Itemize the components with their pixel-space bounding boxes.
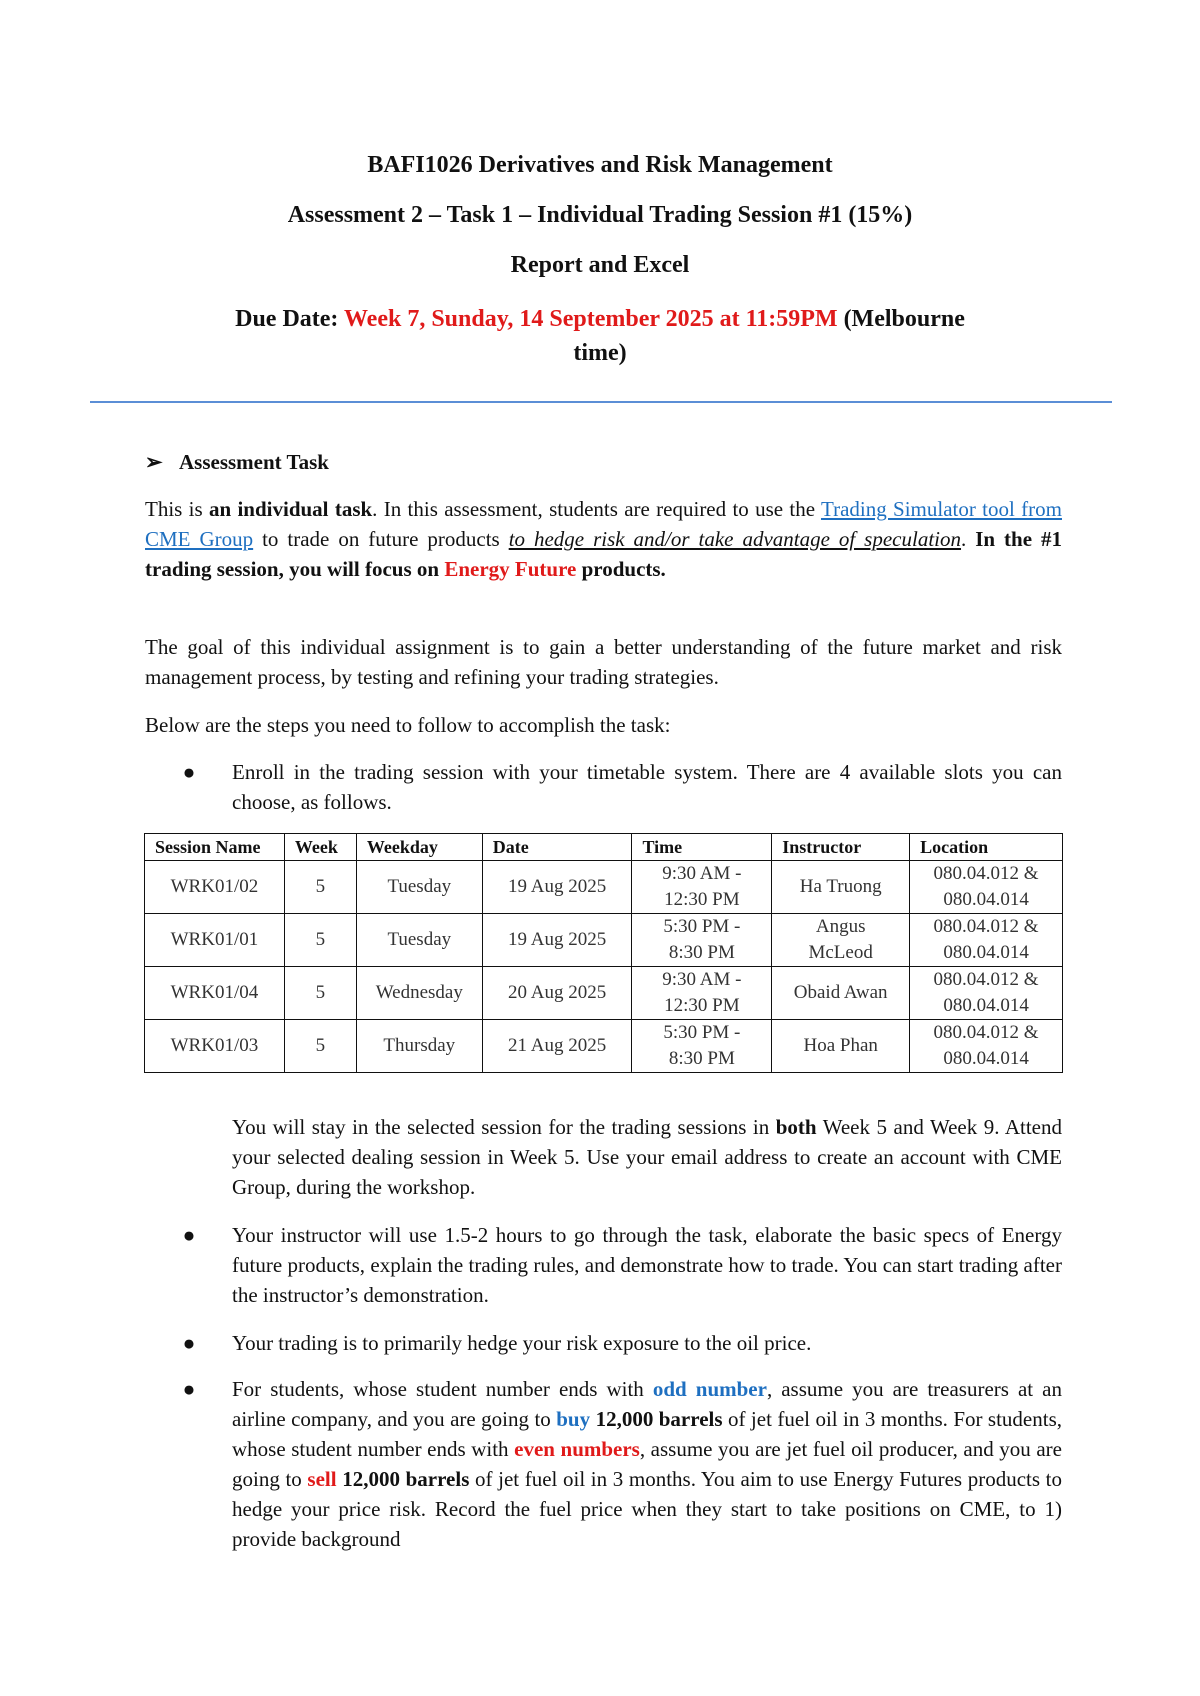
time-end: 8:30 PM (668, 1048, 735, 1069)
followup-text-1: You will stay in the selected session for the trading sessions in (232, 1115, 776, 1139)
due-date-time-zone: time) (573, 340, 627, 366)
table-row (145, 1020, 1063, 1073)
intro-hedge-phrase: to hedge risk and/or take advantage of speculation (508, 527, 962, 551)
cell-weekday: Tuesday (356, 861, 482, 914)
intro-text-6: . (961, 527, 976, 551)
bullet-dot-icon: ● (182, 1377, 196, 1401)
bullet-dot-icon: ● (182, 760, 196, 784)
cell-session: WRK01/03 (145, 1020, 285, 1073)
header-week: Week (284, 834, 356, 861)
time-end: 12:30 PM (664, 889, 740, 910)
cell-time (632, 1020, 772, 1073)
cme-simulator-link[interactable]: Trading Simulator tool from CME Group (145, 497, 1062, 551)
intro-text-1: This is (145, 497, 209, 521)
cell-location (910, 914, 1063, 967)
cell-week: 5 (284, 967, 356, 1020)
cell-week: 5 (284, 1020, 356, 1073)
role-even-numbers: even numbers (514, 1437, 640, 1461)
due-date-label: Due Date: (235, 306, 344, 332)
table-row (145, 967, 1063, 1020)
role-text-1: For students, whose student number ends with (232, 1377, 653, 1401)
intro-paragraph (145, 494, 1062, 584)
intro-products: products. (576, 557, 666, 581)
cell-instructor: Hoa Phan (772, 1020, 910, 1073)
role-text-3: , assume you are treasurers at an airline company, and you are going to (232, 1377, 1062, 1431)
time-start: 9:30 AM - (662, 863, 742, 884)
bullet-student-role (145, 1374, 1062, 1554)
location-2: 080.04.014 (943, 995, 1029, 1016)
role-text-9: , assume you are jet fuel oil producer, and you are going to (232, 1437, 1062, 1491)
time-start: 5:30 PM - (663, 916, 741, 937)
location-1: 080.04.012 & (933, 969, 1039, 990)
header-weekday: Weekday (356, 834, 482, 861)
cell-session: WRK01/04 (145, 967, 285, 1020)
location-2: 080.04.014 (943, 942, 1029, 963)
session-followup-paragraph (232, 1112, 1062, 1202)
location-2: 080.04.014 (943, 1048, 1029, 1069)
arrow-bullet-icon: ➢ (145, 450, 163, 474)
bullet-student-role-text (232, 1374, 1062, 1554)
cell-week: 5 (284, 914, 356, 967)
due-date-suffix: (Melbourne (837, 306, 965, 332)
goal-paragraph: The goal of this individual assignment is to gain a better understanding of the future market and risk management process, by testing and refining your trading strategies. (145, 635, 1062, 689)
cell-date: 19 Aug 2025 (482, 861, 632, 914)
role-text-13: of jet fuel oil in 3 months. You aim to use Energy Futures products to hedge your price risk. Record the fuel price when they start to take positions on CME, to 1) provide background (232, 1467, 1062, 1551)
role-odd-number: odd number (652, 1377, 767, 1401)
cell-time (632, 967, 772, 1020)
cell-location (910, 967, 1063, 1020)
due-date-value: Week 7, Sunday, 14 September 2025 at 11:59PM (343, 306, 838, 332)
header-instructor: Instructor (772, 834, 910, 861)
role-barrels-2: 12,000 barrels (342, 1467, 470, 1491)
header-divider (90, 401, 1112, 403)
bullet-hedge-text: Your trading is to primarily hedge your risk exposure to the oil price. (232, 1331, 812, 1355)
intro-text-3: . In this assessment, students are required to use the (372, 497, 821, 521)
header-session-name: Session Name (145, 834, 285, 861)
location-2: 080.04.014 (943, 889, 1029, 910)
time-start: 9:30 AM - (662, 969, 742, 990)
bullet-enroll-text: Enroll in the trading session with your timetable system. There are 4 available slots you can choose, as follows. (232, 760, 1062, 814)
role-barrels-1: 12,000 barrels (595, 1407, 723, 1431)
header-location: Location (910, 834, 1063, 861)
location-1: 080.04.012 & (933, 1022, 1039, 1043)
time-end: 12:30 PM (664, 995, 740, 1016)
cell-date: 21 Aug 2025 (482, 1020, 632, 1073)
role-text-7: of jet fuel oil in 3 months. For students, whose student number ends with (232, 1407, 1063, 1461)
followup-both: both (775, 1115, 817, 1139)
cell-weekday: Tuesday (356, 914, 482, 967)
cell-instructor: Ha Truong (772, 861, 910, 914)
cell-time (632, 861, 772, 914)
header-time: Time (632, 834, 772, 861)
intro-text-4: to trade on future products (253, 527, 509, 551)
cell-weekday: Thursday (356, 1020, 482, 1073)
followup-text-3: Week 5 and Week 9. Attend your selected dealing session in Week 5. Use your email address to create an account with CME Group, during the workshop. (232, 1115, 1063, 1199)
section-title: Assessment Task (179, 450, 329, 474)
report-subtitle: Report and Excel (510, 252, 690, 278)
header-date: Date (482, 834, 632, 861)
instructor-first: Angus (815, 916, 866, 937)
intro-focus-text: In the #1 trading session, you will focus on (145, 527, 1063, 581)
intro-individual-task: an individual task (208, 497, 373, 521)
cell-weekday: Wednesday (356, 967, 482, 1020)
bullet-dot-icon: ● (182, 1223, 196, 1247)
course-title: BAFI1026 Derivatives and Risk Management (367, 152, 833, 178)
time-end: 8:30 PM (668, 942, 735, 963)
cell-date: 19 Aug 2025 (482, 914, 632, 967)
instructor-last: McLeod (808, 942, 873, 963)
table-row (145, 914, 1063, 967)
location-1: 080.04.012 & (933, 916, 1039, 937)
steps-intro: Below are the steps you need to follow to accomplish the task: (145, 713, 671, 737)
table-header-row (145, 834, 1063, 861)
intro-energy-future: Energy Future (444, 557, 577, 581)
role-buy: buy (556, 1407, 591, 1431)
cell-week: 5 (284, 861, 356, 914)
bullet-instructor (145, 1220, 1062, 1310)
cell-instructor: Obaid Awan (772, 967, 910, 1020)
session-schedule-table (144, 833, 1063, 1073)
cell-session: WRK01/02 (145, 861, 285, 914)
cell-location (910, 861, 1063, 914)
table-row (145, 861, 1063, 914)
section-heading (145, 447, 329, 477)
bullet-instructor-text: Your instructor will use 1.5-2 hours to go through the task, elaborate the basic specs of Energy future products, explain the trading rules, and demonstrate how to trade. You can start trading after the instructor’s demonstration. (232, 1223, 1062, 1307)
assessment-title: Assessment 2 – Task 1 – Individual Trading Session #1 (15%) (287, 202, 913, 228)
location-1: 080.04.012 & (933, 863, 1039, 884)
bullet-dot-icon: ● (182, 1331, 196, 1355)
cell-instructor (772, 914, 910, 967)
cell-session: WRK01/01 (145, 914, 285, 967)
cell-time (632, 914, 772, 967)
cell-date: 20 Aug 2025 (482, 967, 632, 1020)
due-date-line (0, 302, 1200, 336)
cell-location (910, 1020, 1063, 1073)
role-sell: sell (307, 1467, 337, 1491)
bullet-hedge (145, 1328, 1062, 1358)
bullet-enroll (145, 757, 1062, 817)
time-start: 5:30 PM - (663, 1022, 741, 1043)
